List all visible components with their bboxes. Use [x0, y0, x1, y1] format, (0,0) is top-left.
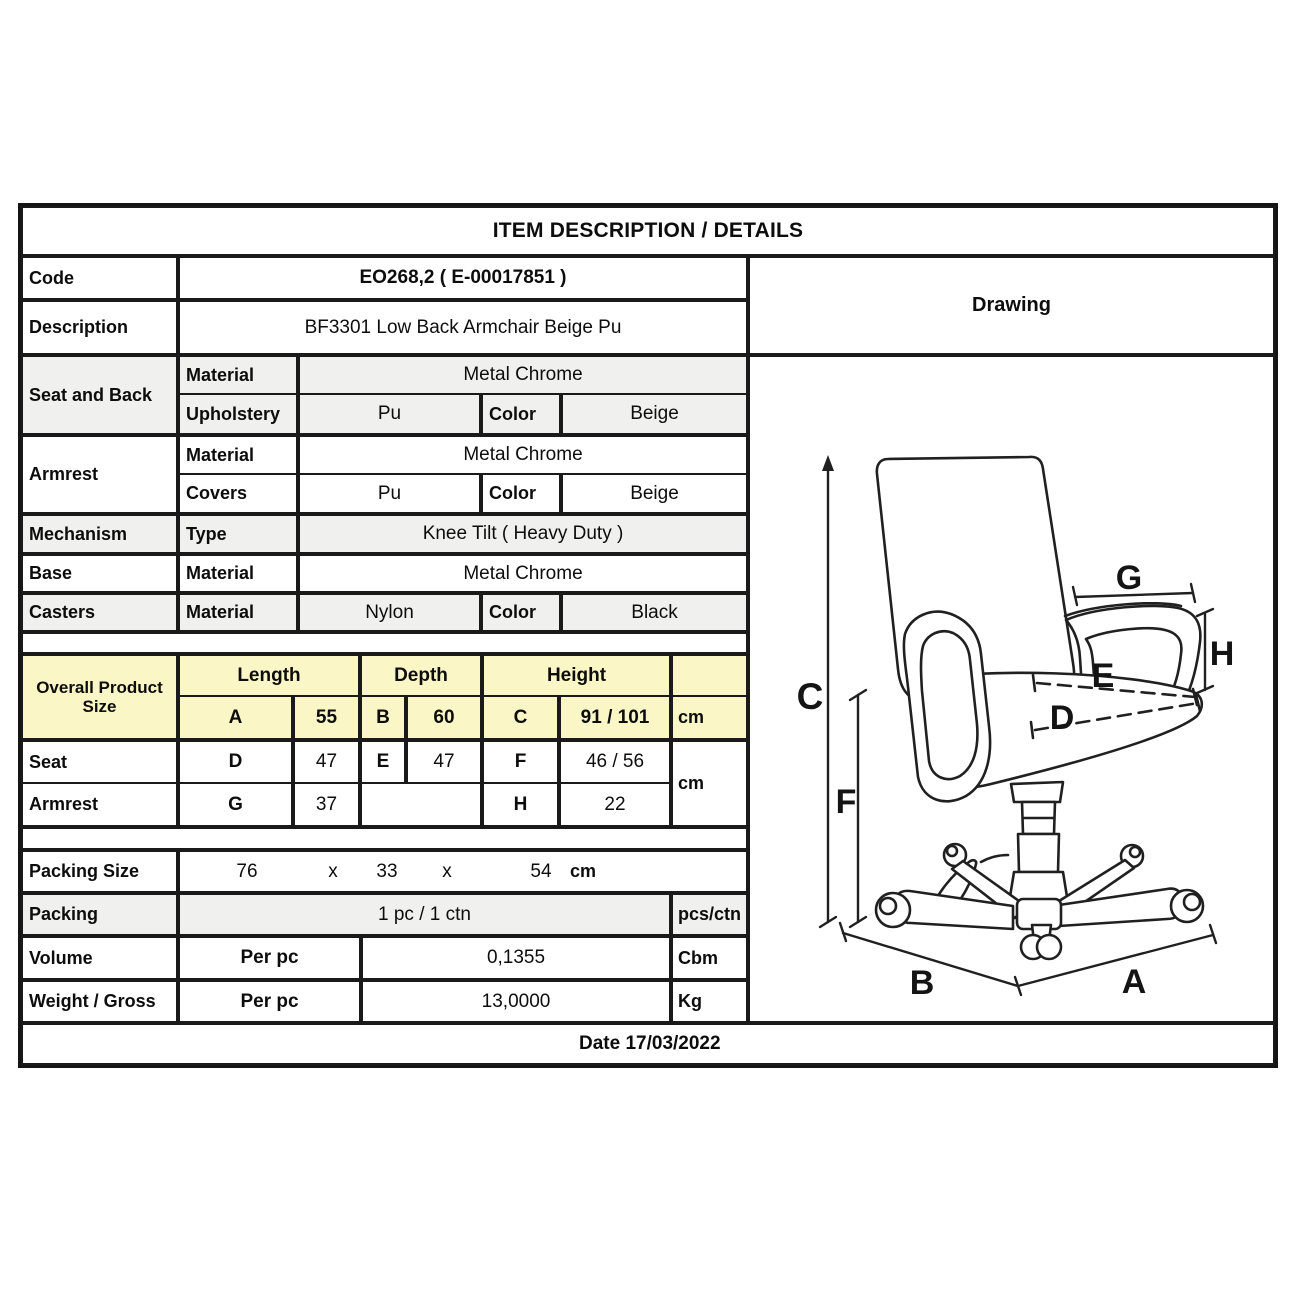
packing-size-sep2: x: [442, 860, 452, 882]
drawing-label-c: C: [796, 676, 824, 717]
left-armrest-opening: [921, 631, 977, 779]
packing-value: 1 pc / 1 ctn: [178, 893, 671, 936]
armrest-color-label: Color: [481, 475, 561, 514]
mechanism-type-label: Type: [178, 514, 298, 554]
weight-label: Weight / Gross: [21, 980, 178, 1023]
lever-link-line: [981, 855, 1008, 862]
drawing-label-g: G: [1115, 559, 1143, 597]
dim-c-key: C: [482, 697, 559, 740]
caster-front-wheel-right: [1037, 935, 1061, 959]
dim-e-value: 47: [406, 740, 482, 784]
dim-d-value: 47: [293, 740, 360, 784]
date-row: Date 17/03/2022: [21, 1023, 1275, 1065]
casters-color-value: Black: [561, 593, 748, 632]
dim-c-arrowhead: [822, 455, 834, 471]
dim-g-key: G: [178, 784, 293, 827]
code-label: Code: [21, 256, 178, 300]
chair-drawing: [750, 357, 1273, 1021]
packing-size-length: 76: [236, 860, 258, 882]
seat-and-back-color-label: Color: [481, 395, 561, 435]
seat-armrest-unit: cm: [671, 740, 748, 827]
base-material-label: Material: [178, 554, 298, 593]
dim-b-value: 60: [406, 697, 482, 740]
spacer-row-1: [21, 632, 748, 654]
armrest-covers-label: Covers: [178, 475, 298, 514]
casters-material-value: Nylon: [298, 593, 481, 632]
overall-size-unit: cm: [671, 697, 748, 740]
size-unit-spacer: [671, 654, 748, 697]
seat-mechanism-plate: [1011, 782, 1063, 802]
packing-size-unit: cm: [569, 860, 597, 881]
seat-and-back-upholstery-value: Pu: [298, 395, 481, 435]
dim-h-value: 22: [559, 784, 671, 827]
seat-row-label: Seat: [21, 740, 178, 784]
drawing-label-b: B: [909, 964, 935, 1002]
item-description-sheet: [18, 203, 1278, 1068]
base-label: Base: [21, 554, 178, 593]
casters-material-label: Material: [178, 593, 298, 632]
armrest-color-value: Beige: [561, 475, 748, 514]
casters-label: Casters: [21, 593, 178, 632]
armrest-row-label: Armrest: [21, 784, 178, 827]
mechanism-label: Mechanism: [21, 514, 178, 554]
dim-b-key: B: [360, 697, 406, 740]
dim-a-value: 55: [293, 697, 360, 740]
spacer-row-2: [21, 827, 748, 850]
overall-size-label-line2: Size: [82, 697, 117, 716]
drawing-label-h: H: [1209, 635, 1235, 673]
dim-c-value: 91 / 101: [559, 697, 671, 740]
weight-unit: Kg: [671, 980, 748, 1023]
caster-back-right-hub: [1130, 847, 1140, 857]
caster-back-left-hub: [947, 846, 957, 856]
dim-d-key: D: [178, 740, 293, 784]
dim-f-key: F: [482, 740, 559, 784]
caster-right-hub: [1184, 894, 1200, 910]
height-header: Height: [482, 654, 671, 697]
dim-e-key: E: [360, 740, 406, 784]
code-value: EO268,2 ( E-00017851 ): [178, 256, 748, 300]
armrest-label: Armrest: [21, 435, 178, 514]
drawing-label-a: A: [1121, 963, 1147, 1001]
armrest-covers-value: Pu: [298, 475, 481, 514]
armrest-material-value: Metal Chrome: [298, 435, 748, 475]
description-value: BF3301 Low Back Armchair Beige Pu: [178, 300, 748, 355]
drawing-label-f: F: [835, 783, 857, 821]
packing-size-label: Packing Size: [21, 850, 178, 893]
sheet-title: ITEM DESCRIPTION / DETAILS: [21, 206, 1275, 256]
seat-and-back-label: Seat and Back: [21, 355, 178, 435]
overall-size-label: [21, 654, 178, 740]
drawing-header: Drawing: [748, 256, 1275, 355]
base-material-value: Metal Chrome: [298, 554, 748, 593]
packing-size-sep1: x: [328, 860, 338, 882]
volume-per-label: Per pc: [178, 936, 361, 980]
overall-size-label-line1: Overall Product: [36, 677, 163, 697]
seat-and-back-material-label: Material: [178, 355, 298, 395]
packing-unit: pcs/ctn: [671, 893, 748, 936]
seat-and-back-color-value: Beige: [561, 395, 748, 435]
armrest-material-label: Material: [178, 435, 298, 475]
seat-and-back-material-value: Metal Chrome: [298, 355, 748, 395]
length-header: Length: [178, 654, 360, 697]
casters-color-label: Color: [481, 593, 561, 632]
volume-label: Volume: [21, 936, 178, 980]
mechanism-type-value: Knee Tilt ( Heavy Duty ): [298, 514, 748, 554]
weight-per-label: Per pc: [178, 980, 361, 1023]
packing-label: Packing: [21, 893, 178, 936]
caster-left-hub: [880, 898, 896, 914]
dim-h-key: H: [482, 784, 559, 827]
weight-value: 13,0000: [361, 980, 671, 1023]
drawing-cell: [748, 355, 1275, 1023]
packing-size-value: [178, 850, 748, 893]
packing-size-width: 33: [376, 860, 398, 882]
dim-f-value: 46 / 56: [559, 740, 671, 784]
seat-and-back-upholstery-label: Upholstery: [178, 395, 298, 435]
drawing-label-e: E: [1091, 657, 1115, 695]
drawing-label-d: D: [1049, 699, 1075, 737]
gas-lift-lower: [1018, 834, 1059, 872]
armrest-row-empty: [360, 784, 482, 827]
dim-g-value: 37: [293, 784, 360, 827]
description-label: Description: [21, 300, 178, 355]
volume-unit: Cbm: [671, 936, 748, 980]
packing-size-height: 54: [530, 860, 552, 882]
depth-header: Depth: [360, 654, 482, 697]
volume-value: 0,1355: [361, 936, 671, 980]
dim-a-key: A: [178, 697, 293, 740]
